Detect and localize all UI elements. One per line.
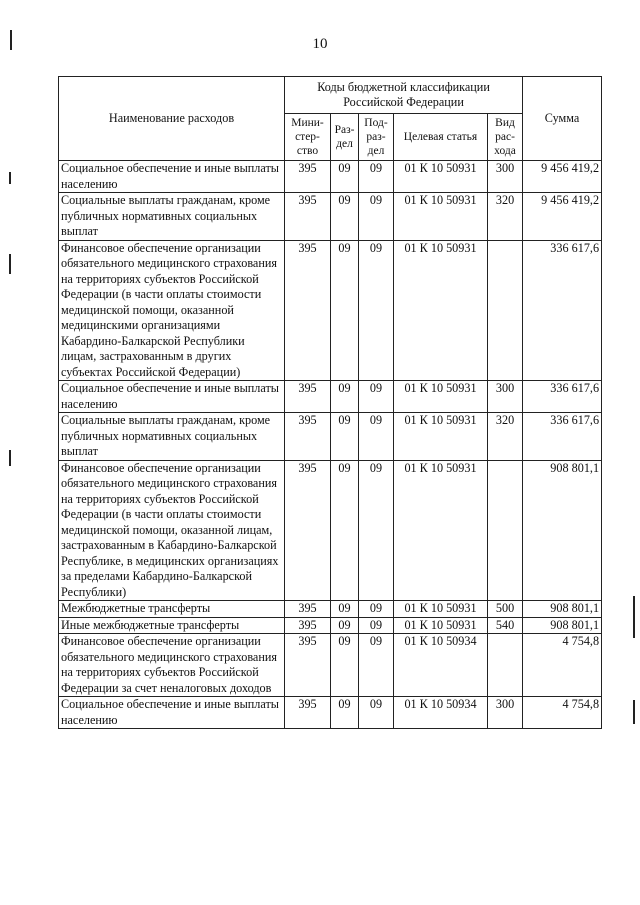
cell-name: Социальные выплаты гражданам, кроме публичных нормативных социальных выплат bbox=[59, 193, 285, 241]
cell-amount: 4 754,8 bbox=[523, 634, 602, 697]
scan-mark-left-1 bbox=[10, 30, 12, 50]
cell-amount: 908 801,1 bbox=[523, 617, 602, 634]
cell-target: 01 К 10 50931 bbox=[394, 381, 488, 413]
cell-type: 300 bbox=[488, 697, 523, 729]
scan-mark-right-1 bbox=[633, 596, 635, 638]
cell-target: 01 К 10 50934 bbox=[394, 697, 488, 729]
cell-amount: 336 617,6 bbox=[523, 381, 602, 413]
header-amount: Сумма bbox=[523, 77, 602, 161]
table-row bbox=[59, 634, 602, 697]
cell-section: 09 bbox=[331, 601, 359, 618]
cell-target: 01 К 10 50931 bbox=[394, 460, 488, 601]
scan-mark-left-2 bbox=[9, 172, 11, 184]
cell-subsection: 09 bbox=[359, 460, 394, 601]
cell-ministry: 395 bbox=[285, 697, 331, 729]
cell-ministry: 395 bbox=[285, 617, 331, 634]
table-row bbox=[59, 161, 602, 193]
cell-name: Социальное обеспечение и иные выплаты населению bbox=[59, 161, 285, 193]
cell-target: 01 К 10 50931 bbox=[394, 617, 488, 634]
cell-target: 01 К 10 50931 bbox=[394, 240, 488, 381]
cell-target: 01 К 10 50931 bbox=[394, 161, 488, 193]
cell-section: 09 bbox=[331, 161, 359, 193]
budget-table bbox=[58, 76, 602, 729]
table-row bbox=[59, 240, 602, 381]
cell-ministry: 395 bbox=[285, 601, 331, 618]
cell-amount: 908 801,1 bbox=[523, 601, 602, 618]
cell-name: Финансовое обеспечение организации обязательного медицинского страхования на территориях субъектов Российской Федерации за счет неналоговых доходов bbox=[59, 634, 285, 697]
header-ministry: Мини-стер-ство bbox=[285, 114, 331, 161]
cell-name: Социальные выплаты гражданам, кроме публичных нормативных социальных выплат bbox=[59, 413, 285, 461]
header-target-article: Целевая статья bbox=[394, 114, 488, 161]
cell-type: 540 bbox=[488, 617, 523, 634]
cell-amount: 9 456 419,2 bbox=[523, 193, 602, 241]
cell-ministry: 395 bbox=[285, 413, 331, 461]
cell-type: 320 bbox=[488, 413, 523, 461]
cell-name: Финансовое обеспечение организации обязательного медицинского страхования на территориях субъектов Российской Федерации (в части оплаты стоимости медицинской помощи, оказанной медицинскими организациями Кабардино-Балкарской Республики лицам, застрахованным в других субъектах Российской Федерации) bbox=[59, 240, 285, 381]
scan-mark-right-2 bbox=[633, 700, 635, 724]
cell-type: 320 bbox=[488, 193, 523, 241]
cell-name: Социальное обеспечение и иные выплаты населению bbox=[59, 697, 285, 729]
cell-amount: 4 754,8 bbox=[523, 697, 602, 729]
cell-amount: 336 617,6 bbox=[523, 413, 602, 461]
cell-section: 09 bbox=[331, 381, 359, 413]
cell-section: 09 bbox=[331, 617, 359, 634]
cell-type bbox=[488, 634, 523, 697]
cell-ministry: 395 bbox=[285, 161, 331, 193]
scan-mark-left-3 bbox=[9, 254, 11, 274]
cell-section: 09 bbox=[331, 460, 359, 601]
cell-name: Межбюджетные трансферты bbox=[59, 601, 285, 618]
cell-subsection: 09 bbox=[359, 240, 394, 381]
table-row bbox=[59, 460, 602, 601]
cell-ministry: 395 bbox=[285, 240, 331, 381]
header-name: Наименование расходов bbox=[59, 77, 285, 161]
page-number: 10 bbox=[312, 36, 328, 52]
header-expense-type: Вид рас-хода bbox=[488, 114, 523, 161]
table-row bbox=[59, 601, 602, 618]
cell-type: 300 bbox=[488, 161, 523, 193]
cell-name: Социальное обеспечение и иные выплаты населению bbox=[59, 381, 285, 413]
table-row bbox=[59, 697, 602, 729]
header-codes-group: Коды бюджетной классификации Российской Федерации bbox=[285, 77, 523, 114]
cell-target: 01 К 10 50931 bbox=[394, 601, 488, 618]
cell-subsection: 09 bbox=[359, 161, 394, 193]
header-subsection: Под-раз-дел bbox=[359, 114, 394, 161]
cell-amount: 9 456 419,2 bbox=[523, 161, 602, 193]
cell-amount: 908 801,1 bbox=[523, 460, 602, 601]
cell-subsection: 09 bbox=[359, 697, 394, 729]
table-row bbox=[59, 413, 602, 461]
cell-ministry: 395 bbox=[285, 460, 331, 601]
cell-section: 09 bbox=[331, 413, 359, 461]
cell-subsection: 09 bbox=[359, 617, 394, 634]
cell-subsection: 09 bbox=[359, 381, 394, 413]
cell-section: 09 bbox=[331, 634, 359, 697]
cell-name: Финансовое обеспечение организации обязательного медицинского страхования на территориях субъектов Российской Федерации (в части оплаты стоимости медицинской помощи, оказанной лицам, застрахованным в Кабардино-Балкарской Республике, в медицинских организациях за пределами Кабардино-Балкарской Республики) bbox=[59, 460, 285, 601]
cell-name: Иные межбюджетные трансферты bbox=[59, 617, 285, 634]
cell-section: 09 bbox=[331, 240, 359, 381]
cell-subsection: 09 bbox=[359, 634, 394, 697]
cell-target: 01 К 10 50934 bbox=[394, 634, 488, 697]
cell-target: 01 К 10 50931 bbox=[394, 413, 488, 461]
cell-ministry: 395 bbox=[285, 634, 331, 697]
cell-ministry: 395 bbox=[285, 193, 331, 241]
cell-amount: 336 617,6 bbox=[523, 240, 602, 381]
cell-target: 01 К 10 50931 bbox=[394, 193, 488, 241]
cell-section: 09 bbox=[331, 697, 359, 729]
table-row bbox=[59, 193, 602, 241]
header-section: Раз-дел bbox=[331, 114, 359, 161]
cell-ministry: 395 bbox=[285, 381, 331, 413]
cell-type: 500 bbox=[488, 601, 523, 618]
cell-subsection: 09 bbox=[359, 413, 394, 461]
scan-mark-left-4 bbox=[9, 450, 11, 466]
cell-subsection: 09 bbox=[359, 601, 394, 618]
cell-section: 09 bbox=[331, 193, 359, 241]
cell-subsection: 09 bbox=[359, 193, 394, 241]
cell-type bbox=[488, 240, 523, 381]
cell-type bbox=[488, 460, 523, 601]
table-row bbox=[59, 617, 602, 634]
table-row bbox=[59, 381, 602, 413]
cell-type: 300 bbox=[488, 381, 523, 413]
